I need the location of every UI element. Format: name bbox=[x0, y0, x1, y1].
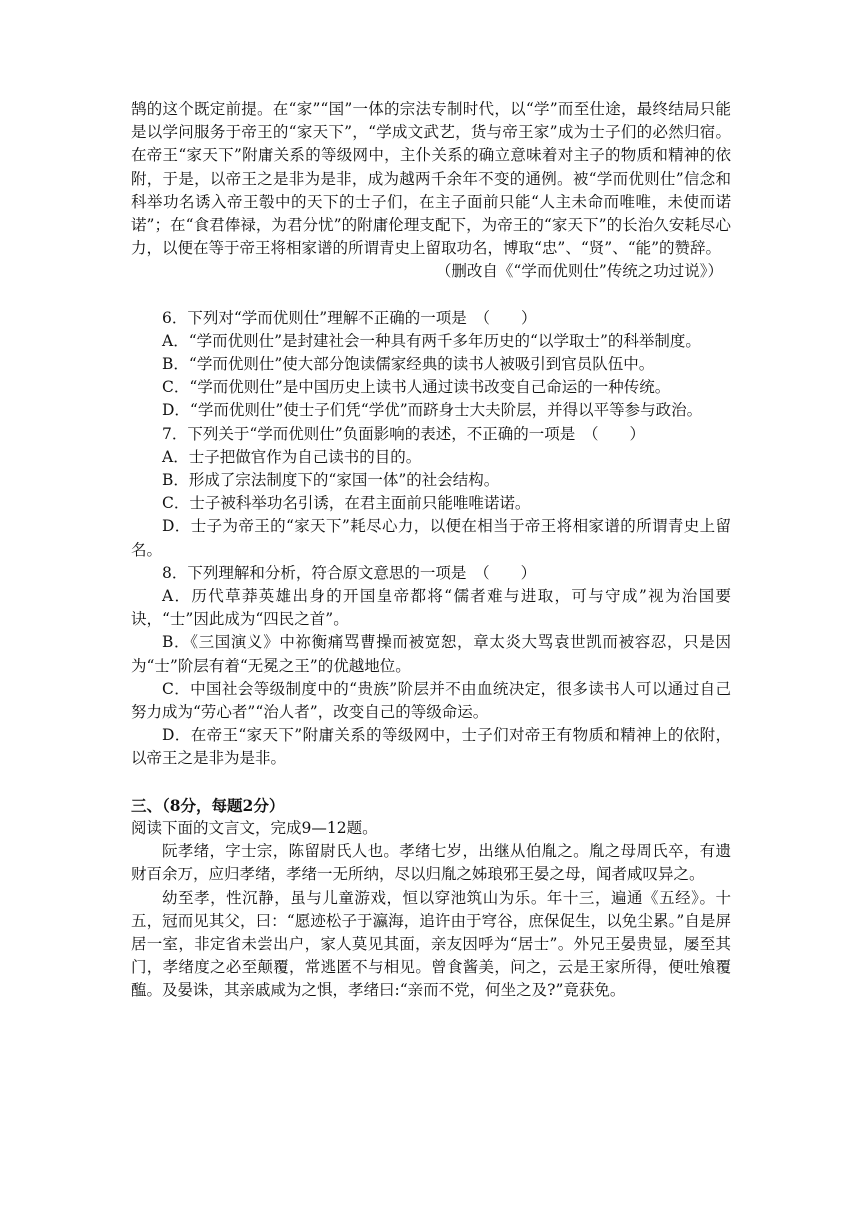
option-a: A．“学而优则仕”是封建社会一种具有两千多年历史的“以学取士”的科举制度。 bbox=[162, 331, 701, 350]
spacer bbox=[131, 284, 731, 307]
option-c: C．“学而优则仕”是中国历史上读书人通过读书改变自己命运的一种传统。 bbox=[162, 378, 671, 397]
section-instruction: 阅读下面的文言文，完成9—12题。 bbox=[131, 818, 378, 837]
option-d: D．“学而优则仕”使士子们凭“学优”而跻身士大夫阶层，并得以平等参与政治。 bbox=[162, 401, 703, 420]
question-stem: 7．下列关于“学而优则仕”负面影响的表述，不正确的一项是 （ ） bbox=[162, 424, 645, 443]
passage-paragraph: 鹄的这个既定前提。在“家”“国”一体的宗法专制时代，以“学”而至仕途，最终结局只能是以学问服务于帝王的“家天下”，“学成文武艺，货与帝王家”成为士子们的必然归宿。在帝王“家天下”附庸关系的等级网中，主仆关系的确立意味着对主子的物质和精神的依附，于是，以帝王之是非为是非，成为越两千余年不变的通例。被“学而优则仕”信念和科举功名诱入帝王彀中的天下的士子们，在主子面前只能“人主未命而唯唯，未使而诺诺”；在“食君俸禄，为君分忧”的附庸伦理支配下，为帝王的“家天下”的长治久安耗尽心力，以便在等于帝王将相家谱的所谓青史上留取功名，博取“忠”、“贤”、“能”的赞辞。 bbox=[131, 100, 731, 258]
document-page bbox=[131, 98, 731, 1003]
classical-paragraph-1: 阮孝绪，字士宗，陈留尉氏人也。孝绪七岁，出继从伯胤之。胤之母周氏卒，有遗财百余万，应归孝绪，孝绪一无所纳，尽以归胤之姊琅邪王晏之母，闻者咸叹异之。 bbox=[131, 842, 731, 884]
option-a: A．历代草莽英雄出身的开国皇帝都将“儒者难与进取，可与守成”视为治国要诀，“士”因此成为“四民之首”。 bbox=[131, 587, 731, 629]
option-d: D．在帝王“家天下”附庸关系的等级网中，士子们对帝王有物质和精神上的依附，以帝王之是非为是非。 bbox=[131, 726, 731, 768]
question-stem: 8．下列理解和分析，符合原文意思的一项是 （ ） bbox=[162, 563, 537, 582]
option-b: B．“学而优则仕”使大部分饱读儒家经典的读书人被吸引到官员队伍中。 bbox=[162, 355, 655, 374]
question-stem: 6．下列对“学而优则仕”理解不正确的一项是 （ ） bbox=[162, 308, 537, 327]
section-heading: 三、（8分，每题2分） bbox=[131, 795, 285, 815]
option-c: C．士子被科举功名引诱，在君主面前只能唯唯诺诺。 bbox=[162, 494, 531, 513]
question-7 bbox=[131, 423, 731, 562]
section-3 bbox=[131, 794, 731, 1003]
option-a: A．士子把做官作为自己读书的目的。 bbox=[162, 447, 422, 466]
passage-source: （删改自《“学而优则仕”传统之功过说》） bbox=[435, 262, 723, 281]
question-6 bbox=[131, 307, 731, 423]
question-8 bbox=[131, 562, 731, 771]
spacer bbox=[131, 771, 731, 794]
option-d: D．士子为帝王的“家天下”耗尽心力，以便在相当于帝王将相家谱的所谓青史上留名。 bbox=[131, 517, 731, 559]
classical-paragraph-2: 幼至孝，性沉静，虽与儿童游戏，恒以穿池筑山为乐。年十三，遍通《五经》。十五，冠而见其父，曰：“愿迹松子于瀛海，追许由于穹谷，庶保促生，以免尘累。”自是屏居一室，非定省未尝出户，家人莫见其面，亲友因呼为“居士”。外兄王晏贵显，屡至其门，孝绪度之必至颠覆，常逃匿不与相见。曾食酱美，问之，云是王家所得，便吐飧覆醢。及晏诛，其亲戚咸为之惧，孝绪曰:“亲而不党，何坐之及?”竟获免。 bbox=[131, 888, 731, 1000]
option-b: B．《三国演义》中祢衡痛骂曹操而被宽恕，章太炎大骂袁世凯而被容忍，只是因为“士”阶层有着“无冕之王”的优越地位。 bbox=[131, 633, 731, 675]
option-c: C．中国社会等级制度中的“贵族”阶层并不由血统决定，很多读书人可以通过自己努力成为“劳心者”“治人者”，改变自己的等级命运。 bbox=[131, 679, 731, 722]
option-b: B．形成了宗法制度下的“家国一体”的社会结构。 bbox=[162, 471, 500, 490]
